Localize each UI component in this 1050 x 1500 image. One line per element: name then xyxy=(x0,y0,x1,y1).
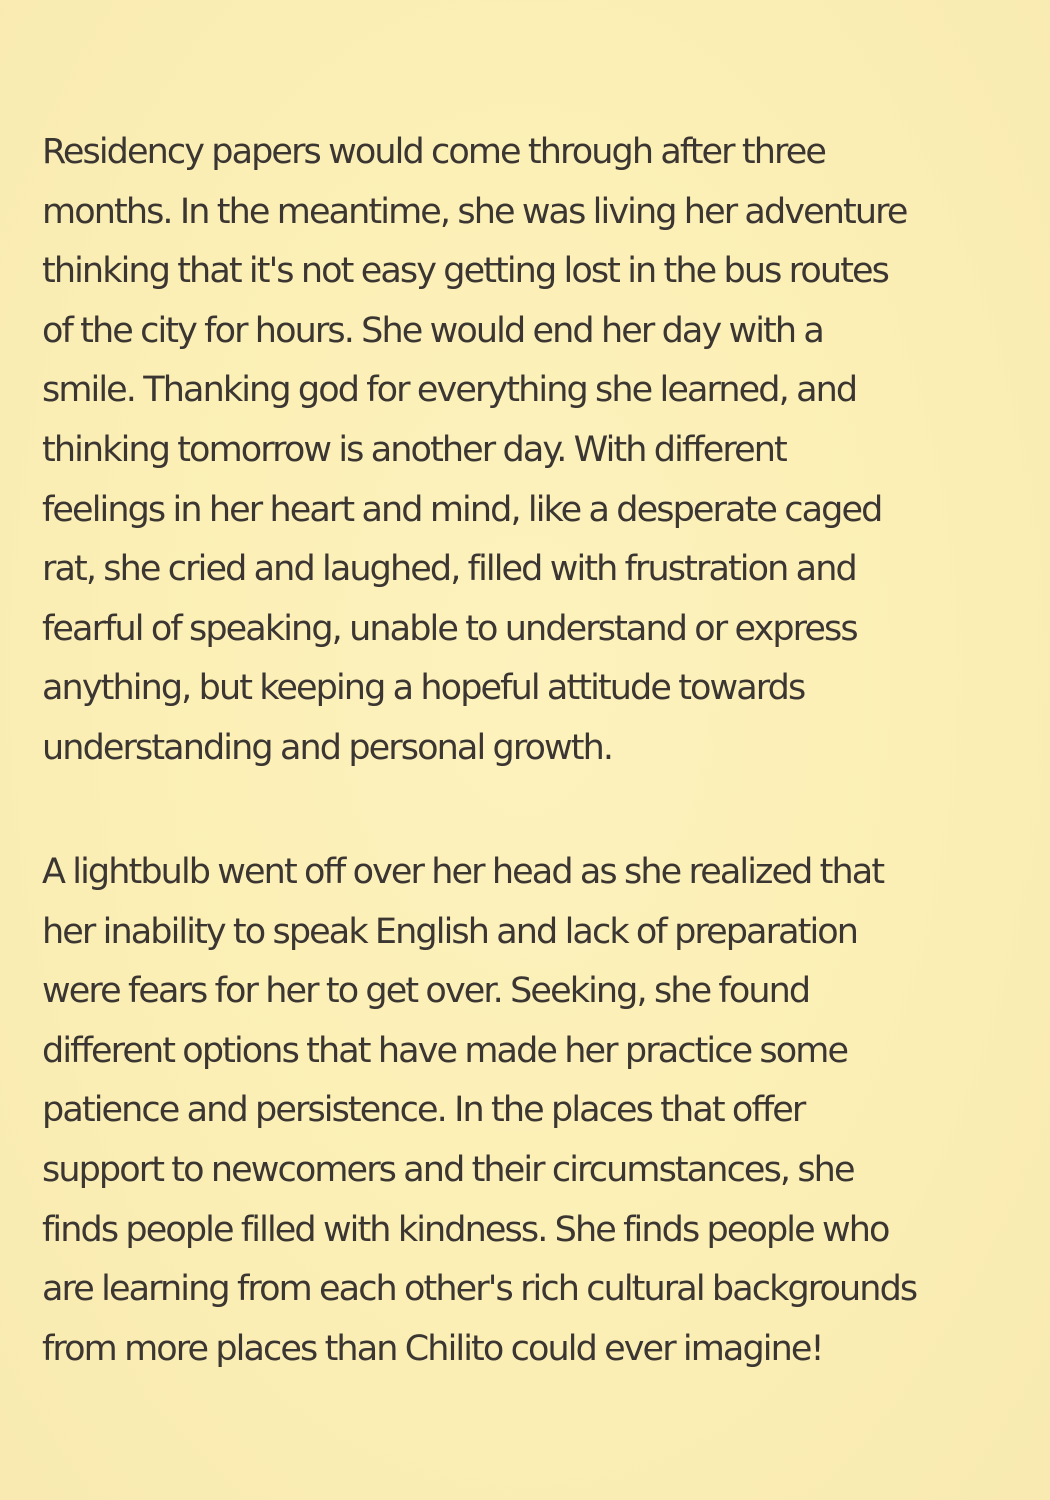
paragraph-1 xyxy=(42,123,1022,779)
paragraph-line: of the city for hours. She would end her day with a xyxy=(42,310,823,351)
paragraph-line: months. In the meantime, she was living her adventure xyxy=(42,191,907,232)
paragraph-line: finds people filled with kindness. She finds people who xyxy=(42,1209,889,1250)
paragraph-line: different options that have made her practice some xyxy=(42,1030,848,1071)
paragraph-line: fearful of speaking, unable to understand or express xyxy=(42,608,857,649)
paragraph-line: support to newcomers and their circumstances, she xyxy=(42,1149,854,1190)
paragraph-line: Residency papers would come through after three xyxy=(42,132,825,172)
paragraph-line: patience and persistence. In the places that offer xyxy=(42,1090,805,1131)
paragraph-line: are learning from each other's rich cultural backgrounds xyxy=(42,1269,917,1310)
paragraph-line: smile. Thanking god for everything she learned, and xyxy=(42,370,857,411)
paragraph-line: her inability to speak English and lack of preparation xyxy=(42,911,858,952)
paragraph-2 xyxy=(42,843,1022,1379)
paragraph-line: feelings in her heart and mind, like a desperate caged xyxy=(42,489,882,530)
paragraph-line: understanding and personal growth. xyxy=(42,727,613,768)
paragraph-line: were fears for her to get over. Seeking, she found xyxy=(42,971,810,1012)
paragraph-line: thinking that it's not easy getting lost in the bus routes xyxy=(42,251,888,292)
paragraph-line: rat, she cried and laughed, filled with frustration and xyxy=(42,549,856,590)
paragraph-line: A lightbulb went off over her head as she realized that xyxy=(42,852,884,892)
paragraph-line: anything, but keeping a hopeful attitude towards xyxy=(42,668,805,709)
paragraph-line: thinking tomorrow is another day. With different xyxy=(42,429,786,470)
paragraph-line: from more places than Chilito could ever imagine! xyxy=(42,1328,823,1369)
